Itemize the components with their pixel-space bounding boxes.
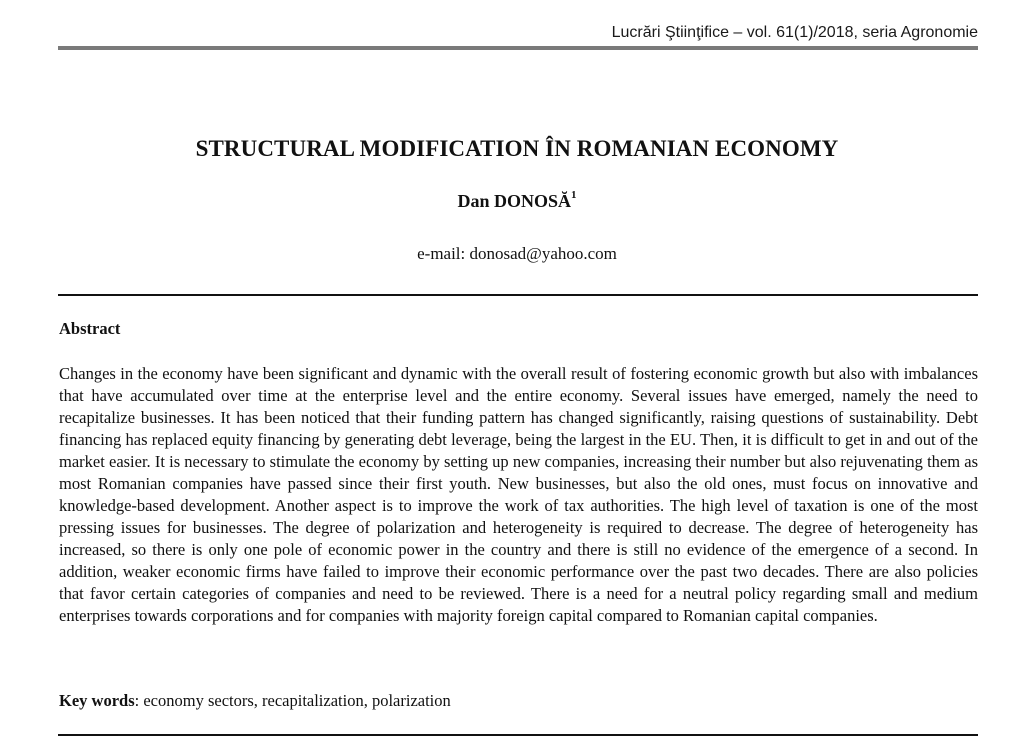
keywords-line bbox=[59, 691, 451, 711]
author-email: e-mail: donosad@yahoo.com bbox=[417, 244, 617, 263]
keywords-value: economy sectors, recapitalization, polarization bbox=[143, 691, 451, 710]
header-rule bbox=[58, 46, 978, 50]
divider-bottom bbox=[58, 734, 978, 736]
journal-header: Lucrări Ştiinţifice – vol. 61(1)/2018, seria Agronomie bbox=[611, 24, 978, 41]
abstract-body: Changes in the economy have been significant and dynamic with the overall result of fostering economic growth but also with imbalances that have accumulated over time at the enterprise level and the entire economy. Several issues have emerged, namely the need to recapitalize businesses. It has been noticed that their funding pattern has changed significantly, raising questions of sustainability. Debt financing has replaced equity financing by generating debt leverage, being the largest in the EU. Then, it is difficult to get in and out of the market easier. It is necessary to stimulate the economy by setting up new companies, increasing their number but also rejuvenating them as most Romanian companies have passed since their first youth. New businesses, but also the old ones, must focus on innovative and knowledge-based development. Another aspect is to improve the work of tax authorities. The high level of taxation is one of the most pressing issues for businesses. The degree of polarization and heterogeneity is required to decrease. The degree of heterogeneity has increased, so there is only one pole of economic power in the country and there is still no evidence of the emergence of a second. In addition, weaker economic firms have failed to improve their economic performance over the past two decades. There are also policies that favor certain categories of companies and need to be reviewed. There is a need for a neutral policy regarding small and medium enterprises towards corporations and for companies with majority foreign capital compared to Romanian capital companies. bbox=[59, 364, 978, 625]
author-name: Dan DONOSĂ bbox=[457, 191, 572, 211]
divider-top bbox=[58, 294, 978, 296]
keywords-separator: : bbox=[134, 691, 144, 710]
abstract-heading: Abstract bbox=[59, 319, 121, 338]
author-affiliation-mark: 1 bbox=[571, 189, 577, 201]
keywords-label: Key words bbox=[59, 691, 135, 710]
paper-title: STRUCTURAL MODIFICATION ÎN ROMANIAN ECONOMY bbox=[195, 136, 839, 161]
author-line bbox=[0, 191, 1034, 212]
